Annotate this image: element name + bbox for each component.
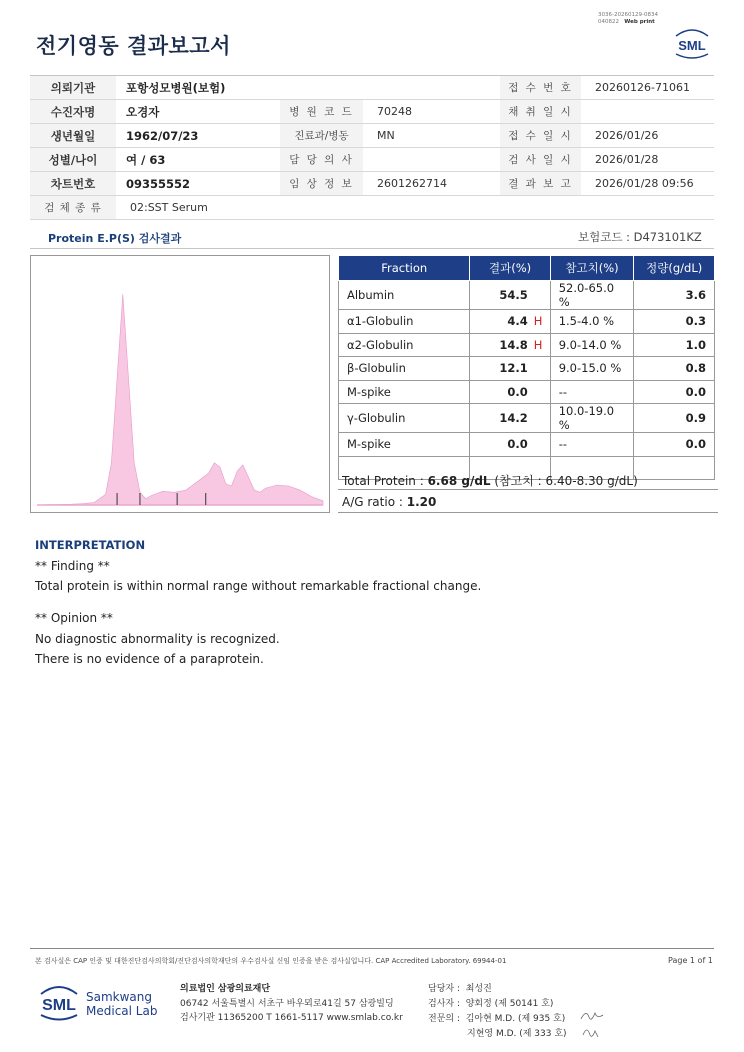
fraction-flag: H [534, 333, 551, 357]
report-date-value: 2026/01/28 09:56 [581, 172, 714, 196]
finding-text: Total protein is within normal range without remarkable fractional change. [35, 579, 482, 593]
doctor-label: 담 당 의 사 [280, 148, 363, 172]
ag-ratio-divider [338, 512, 718, 513]
fraction-name: β-Globulin [339, 357, 470, 381]
tester [428, 996, 553, 1009]
section-title: Protein E.P(S) 검사결과 [48, 232, 182, 245]
sml-logo [672, 26, 712, 62]
header-reference: 참고치(%) [550, 256, 634, 281]
densitogram-area [37, 294, 323, 505]
insurance-code: 보험코드 : D473101KZ [578, 230, 702, 244]
fraction-result: 14.2 [470, 404, 534, 433]
info-row [30, 76, 714, 100]
total-protein-value: 6.68 g/dL [427, 474, 491, 488]
fraction-header-row [339, 256, 715, 281]
chart-no-label: 차트번호 [30, 172, 116, 196]
footer-brand [86, 990, 157, 1018]
fraction-flag [534, 281, 551, 310]
manager-name: 최성진 [465, 984, 492, 994]
footer-address: 06742 서울특별시 서초구 바우뫼로41길 57 삼광빌딩 [180, 999, 394, 1009]
doctor-value [363, 148, 500, 172]
densitogram-svg [31, 256, 329, 512]
sml-footer-logo-text: SML [42, 997, 76, 1014]
fraction-result: 4.4 [470, 310, 534, 334]
print-meta-line1: 3036-20260129-0834 [598, 12, 658, 18]
requester-label: 의뢰기관 [30, 76, 116, 100]
specialist-label: 전문의 : [428, 1014, 460, 1024]
empty-cell [634, 456, 715, 480]
total-protein-divider [338, 489, 718, 490]
clinical-label: 임 상 정 보 [280, 172, 363, 196]
total-protein [342, 472, 638, 489]
footer-divider [30, 948, 714, 949]
fraction-reference: 1.5-4.0 % [550, 310, 634, 334]
report-date-label: 결 과 보 고 [500, 172, 581, 196]
receipt-date-label: 접 수 일 시 [500, 124, 581, 148]
interpretation-title: INTERPRETATION [35, 538, 146, 552]
fraction-amount: 0.9 [634, 404, 715, 433]
chart-no-value: 09355552 [116, 172, 280, 196]
sml-footer-logo [36, 982, 82, 1024]
fraction-name: M-spike [339, 433, 470, 457]
clinical-value: 2601262714 [363, 172, 500, 196]
signature-image [578, 1005, 608, 1045]
ag-ratio-value: 1.20 [406, 495, 437, 509]
total-protein-ref: (참고치 : 6.40-8.30 g/dL) [490, 474, 638, 488]
fraction-row [339, 433, 715, 457]
patient-value: 오경자 [116, 100, 280, 124]
receipt-date-value: 2026/01/26 [581, 124, 714, 148]
sml-logo-text: SML [678, 38, 706, 53]
fraction-name: α1-Globulin [339, 310, 470, 334]
fraction-flag: H [534, 310, 551, 334]
section-divider [30, 248, 714, 249]
fraction-row [339, 404, 715, 433]
fraction-name: γ-Globulin [339, 404, 470, 433]
accreditation-note: 본 검사실은 CAP 인증 및 대한진단검사의학회/진단검사의학재단의 우수검사실 신임 인증을 받은 검사실입니다. CAP Accredited Laboratory. 69944-01 [35, 957, 507, 965]
patient-info-table [30, 75, 714, 220]
fraction-result: 54.5 [470, 281, 534, 310]
info-row [30, 196, 714, 220]
header-result: 결과(%) [470, 256, 550, 281]
opinion-heading: ** Opinion ** [35, 611, 113, 625]
opinion-line-2: There is no evidence of a paraprotein. [35, 652, 264, 666]
fraction-amount: 1.0 [634, 333, 715, 357]
test-date-value: 2026/01/28 [581, 148, 714, 172]
dept-label: 진료과/병동 [280, 124, 363, 148]
fraction-reference: 9.0-15.0 % [550, 357, 634, 381]
densitogram-chart [30, 255, 330, 513]
footer-contact: 검사기관 11365200 T 1661-5117 www.smlab.co.kr [180, 1013, 403, 1023]
document-title: 전기영동 결과보고서 [36, 34, 231, 58]
print-meta-line2: 040822 [598, 19, 619, 25]
fraction-name: Albumin [339, 281, 470, 310]
fraction-reference: 9.0-14.0 % [550, 333, 634, 357]
opinion-line-1: No diagnostic abnormality is recognized. [35, 632, 280, 646]
brand-line-2: Medical Lab [86, 1004, 158, 1018]
fraction-amount: 0.3 [634, 310, 715, 334]
fraction-amount: 0.0 [634, 380, 715, 404]
sex-age-label: 성별/나이 [30, 148, 116, 172]
collect-date-label: 채 취 일 시 [500, 100, 581, 124]
fraction-amount: 0.0 [634, 433, 715, 457]
fraction-row [339, 357, 715, 381]
fraction-row [339, 310, 715, 334]
fraction-row [339, 333, 715, 357]
header-amount: 정량(g/dL) [634, 256, 715, 281]
fraction-name: M-spike [339, 380, 470, 404]
info-row [30, 148, 714, 172]
fraction-reference: 10.0-19.0 % [550, 404, 634, 433]
print-meta [598, 12, 668, 26]
ag-ratio-label: A/G ratio : [342, 495, 407, 509]
fraction-flag [534, 380, 551, 404]
fraction-flag [534, 433, 551, 457]
receipt-no-label: 접 수 번 호 [500, 76, 581, 100]
fraction-reference: 52.0-65.0 % [550, 281, 634, 310]
finding-heading: ** Finding ** [35, 559, 110, 573]
fraction-flag [534, 404, 551, 433]
sex-age-value: 여 / 63 [116, 148, 280, 172]
info-row [30, 172, 714, 196]
print-meta-label: Web print [624, 19, 655, 25]
specimen-value: 02:SST Serum [116, 196, 714, 220]
total-protein-label: Total Protein : [342, 474, 428, 488]
fraction-row [339, 281, 715, 310]
hospital-code-label: 병 원 코 드 [280, 100, 363, 124]
fraction-result: 0.0 [470, 380, 534, 404]
tester-name: 양회정 (제 50141 호) [465, 999, 554, 1009]
page-number: Page 1 of 1 [668, 956, 713, 965]
specialist [428, 1011, 565, 1024]
fraction-result: 14.8 [470, 333, 534, 357]
fraction-name: α2-Globulin [339, 333, 470, 357]
fraction-reference: -- [550, 433, 634, 457]
test-date-label: 검 사 일 시 [500, 148, 581, 172]
fraction-result: 0.0 [470, 433, 534, 457]
info-row [30, 100, 714, 124]
dept-value: MN [363, 124, 500, 148]
dob-label: 생년월일 [30, 124, 116, 148]
patient-label: 수진자명 [30, 100, 116, 124]
ag-ratio [342, 495, 436, 509]
specialist-2-name: 지현영 M.D. (제 333 호) [467, 1029, 567, 1039]
manager [428, 981, 492, 994]
fraction-reference: -- [550, 380, 634, 404]
header-fraction: Fraction [339, 256, 470, 281]
fraction-result: 12.1 [470, 357, 534, 381]
fraction-row [339, 380, 715, 404]
dob-value: 1962/07/23 [116, 124, 280, 148]
footer-org: 의료법인 삼광의료재단 [180, 984, 271, 994]
hospital-code-value: 70248 [363, 100, 500, 124]
fraction-flag [534, 357, 551, 381]
fraction-table [338, 255, 715, 480]
fraction-amount: 3.6 [634, 281, 715, 310]
tester-label: 검사자 : [428, 999, 460, 1009]
requester-value: 포항성모병원(보험) [116, 76, 500, 100]
info-row [30, 124, 714, 148]
fraction-amount: 0.8 [634, 357, 715, 381]
specialist-1-name: 김아현 M.D. (제 935 호) [465, 1014, 566, 1024]
receipt-no-value: 20260126-71061 [581, 76, 714, 100]
manager-label: 담당자 : [428, 984, 460, 994]
brand-line-1: Samkwang [86, 990, 152, 1004]
collect-date-value [581, 100, 714, 124]
specimen-label: 검 체 종 류 [30, 196, 116, 220]
